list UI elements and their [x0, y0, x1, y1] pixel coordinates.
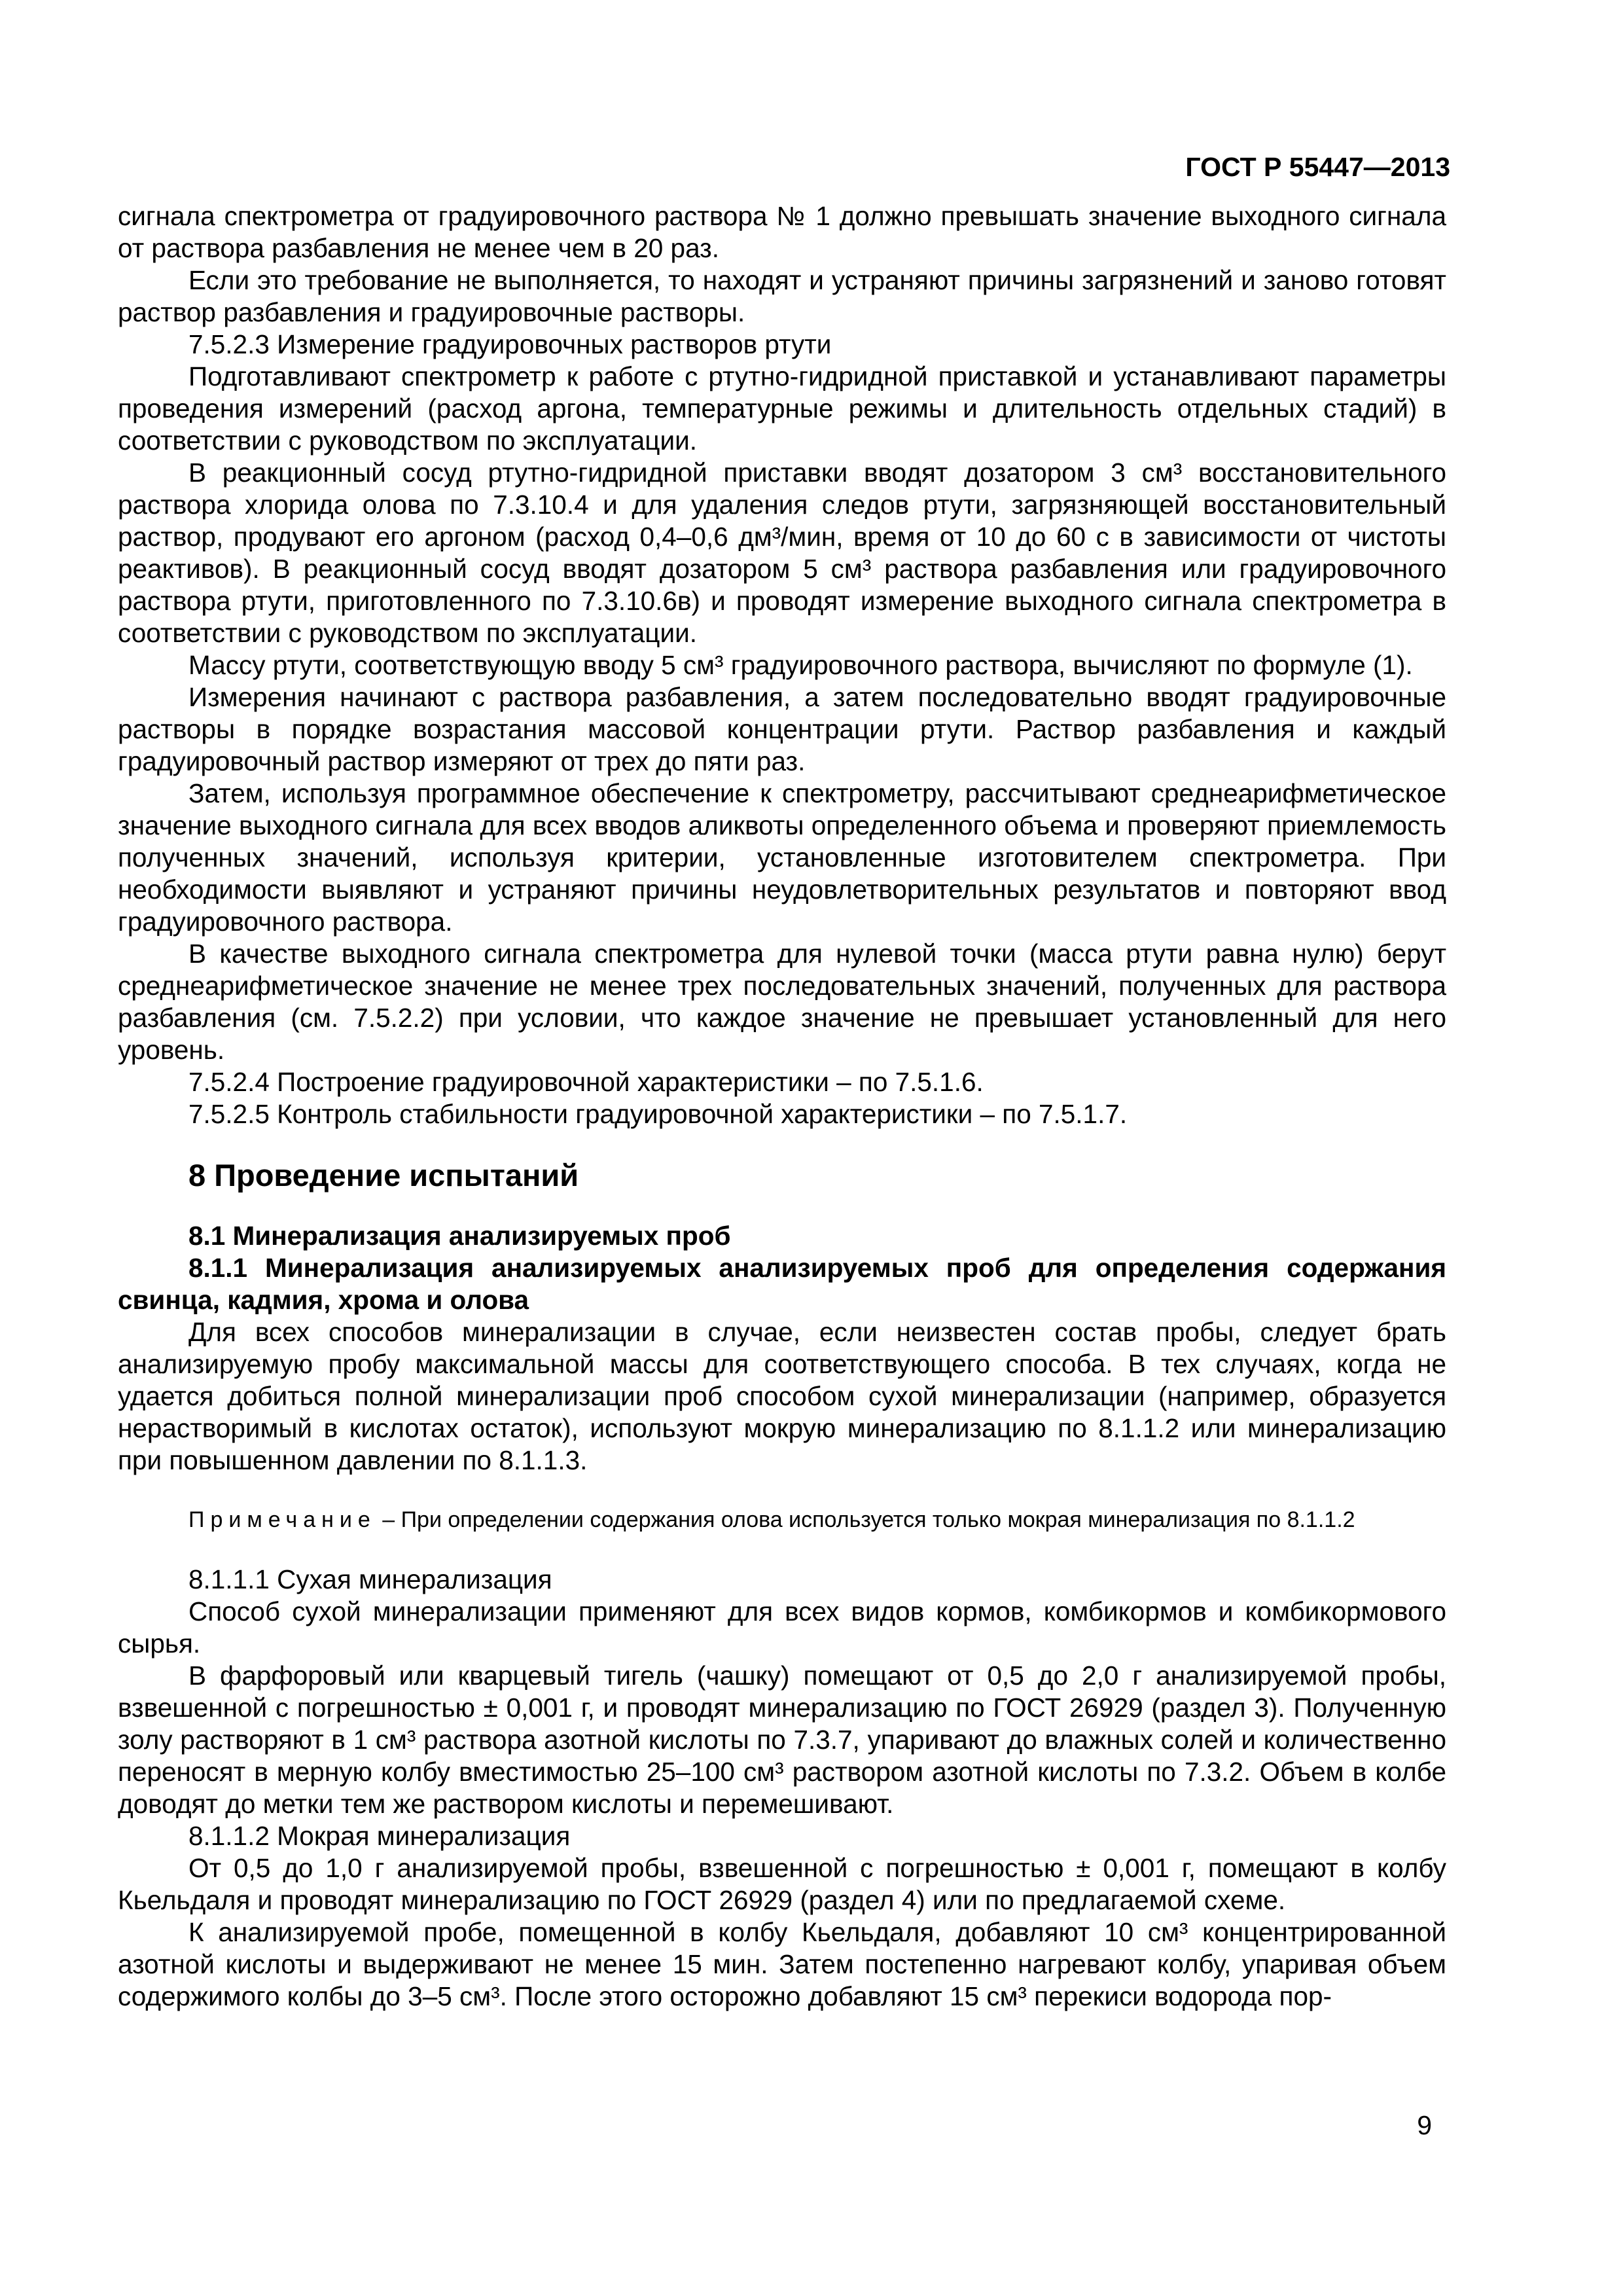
paragraph: 7.5.2.4 Построение градуировочной характеристики – по 7.5.1.6. — [188, 1067, 984, 1097]
note-text: – При определении содержания олова используется только мокрая минерализация по 8.1.1.2 — [376, 1507, 1355, 1532]
paragraph: Подготавливают спектрометр к работе с ртутно-гидридной приставкой и устанавливают параметры проведения измерений (расход аргона, температурные режимы и длительность отдельных стадий) в соответствии с руководством по эксплуатации. — [118, 361, 1446, 456]
note-label: Примечание — [188, 1507, 376, 1532]
document-code: ГОСТ Р 55447—2013 — [1185, 152, 1450, 182]
paragraph: Если это требование не выполняется, то находят и устраняют причины загрязнений и заново готовят раствор разбавления и градуировочные растворы. — [118, 265, 1446, 327]
paragraph: Массу ртути, соответствующую вводу 5 см³ градуировочного раствора, вычисляют по формуле (1). — [188, 650, 1413, 680]
subsection-heading: 8.1 Минерализация анализируемых проб — [188, 1221, 731, 1251]
note — [118, 1505, 1446, 1535]
paragraph: К анализируемой пробе, помещенной в колбу Кьельдаля, добавляют 10 см³ концентрированной азотной кислоты и выдерживают не менее 15 мин. Затем постепенно нагревают колбу, упаривая объем содержимого колбы до 3–5 см³. После этого осторожно добавляют 15 см³ перекиси водорода пор- — [118, 1917, 1446, 2011]
paragraph: Для всех способов минерализации в случае, если неизвестен состав пробы, следует брать анализируемую пробу максимальной массы для соответствующего способа. В тех случаях, когда не удается добиться полной минерализации проб способом сухой минерализации (например, образуется нерастворимый в кислотах остаток), используют мокрую минерализацию по 8.1.1.2 или минерализацию при повышенном давлении по 8.1.1.3. — [118, 1317, 1446, 1475]
paragraph: 7.5.2.3 Измерение градуировочных растворов ртути — [188, 329, 832, 359]
page-body — [118, 200, 1446, 2013]
paragraph: Измерения начинают с раствора разбавления, а затем последовательно вводят градуировочные растворы в порядке возрастания массовой концентрации ртути. Раствор разбавления и каждый градуировочный раствор измеряют от трех до пяти раз. — [118, 682, 1446, 776]
paragraph: Затем, используя программное обеспечение к спектрометру, рассчитывают среднеарифметическое значение выходного сигнала для всех вводов аликвоты определенного объема и проверяют приемлемость полученных значений, используя критерии, установленные изготовителем спектрометра. При необходимости выявляют и устраняют причины неудовлетворительных результатов и повторяют ввод градуировочного раствора. — [118, 778, 1446, 937]
paragraph: Способ сухой минерализации применяют для всех видов кормов, комбикормов и комбикормового сырья. — [118, 1596, 1446, 1659]
paragraph: В реакционный сосуд ртутно-гидридной приставки вводят дозатором 3 см³ восстановительного раствора хлорида олова по 7.3.10.4 и для удаления следов ртути, загрязняющей восстановительный раствор, продувают его аргоном (расход 0,4–0,6 дм³/мин, время от 10 до 60 с в зависимости от чистоты реактивов). В реакционный сосуд вводят дозатором 5 см³ раствора разбавления или градуировочного раствора ртути, приготовленного по 7.3.10.6в) и проводят измерение выходного сигнала спектрометра в соответствии с руководством по эксплуатации. — [118, 457, 1446, 648]
subsubsection-heading: 8.1.1 Минерализация анализируемых анализируемых проб для определения содержания свинца, кадмия, хрома и олова — [118, 1253, 1446, 1315]
paragraph: сигнала спектрометра от градуировочного раствора № 1 должно превышать значение выходного сигнала от раствора разбавления не менее чем в 20 раз. — [118, 201, 1446, 263]
section-heading: 8 Проведение испытаний — [188, 1158, 579, 1193]
paragraph: В качестве выходного сигнала спектрометра для нулевой точки (масса ртути равна нулю) берут среднеарифметическое значение не менее трех последовательных значений, полученных для раствора разбавления (см. 7.5.2.2) при условии, что каждое значение не превышает установленный для него уровень. — [118, 939, 1446, 1065]
paragraph: 8.1.1.1 Сухая минерализация — [188, 1564, 552, 1594]
paragraph: От 0,5 до 1,0 г анализируемой пробы, взвешенной с погрешностью ± 0,001 г, помещают в колбу Кьельдаля и проводят минерализацию по ГОСТ 26929 (раздел 4) или по предлагаемой схеме. — [118, 1853, 1446, 1915]
paragraph: 8.1.1.2 Мокрая минерализация — [188, 1821, 571, 1851]
paragraph: В фарфоровый или кварцевый тигель (чашку) помещают от 0,5 до 2,0 г анализируемой пробы, взвешенной с погрешностью ± 0,001 г, и проводят минерализацию по ГОСТ 26929 (раздел 3). Полученную золу растворяют в 1 см³ раствора азотной кислоты по 7.3.7, упаривают до влажных солей и количественно переносят в мерную колбу вместимостью 25–100 см³ раствором азотной кислоты по 7.3.2. Объем в колбе доводят до метки тем же раствором кислоты и перемешивают. — [118, 1660, 1446, 1819]
paragraph: 7.5.2.5 Контроль стабильности градуировочной характеристики – по 7.5.1.7. — [188, 1099, 1128, 1129]
page-number: 9 — [1417, 2110, 1432, 2140]
